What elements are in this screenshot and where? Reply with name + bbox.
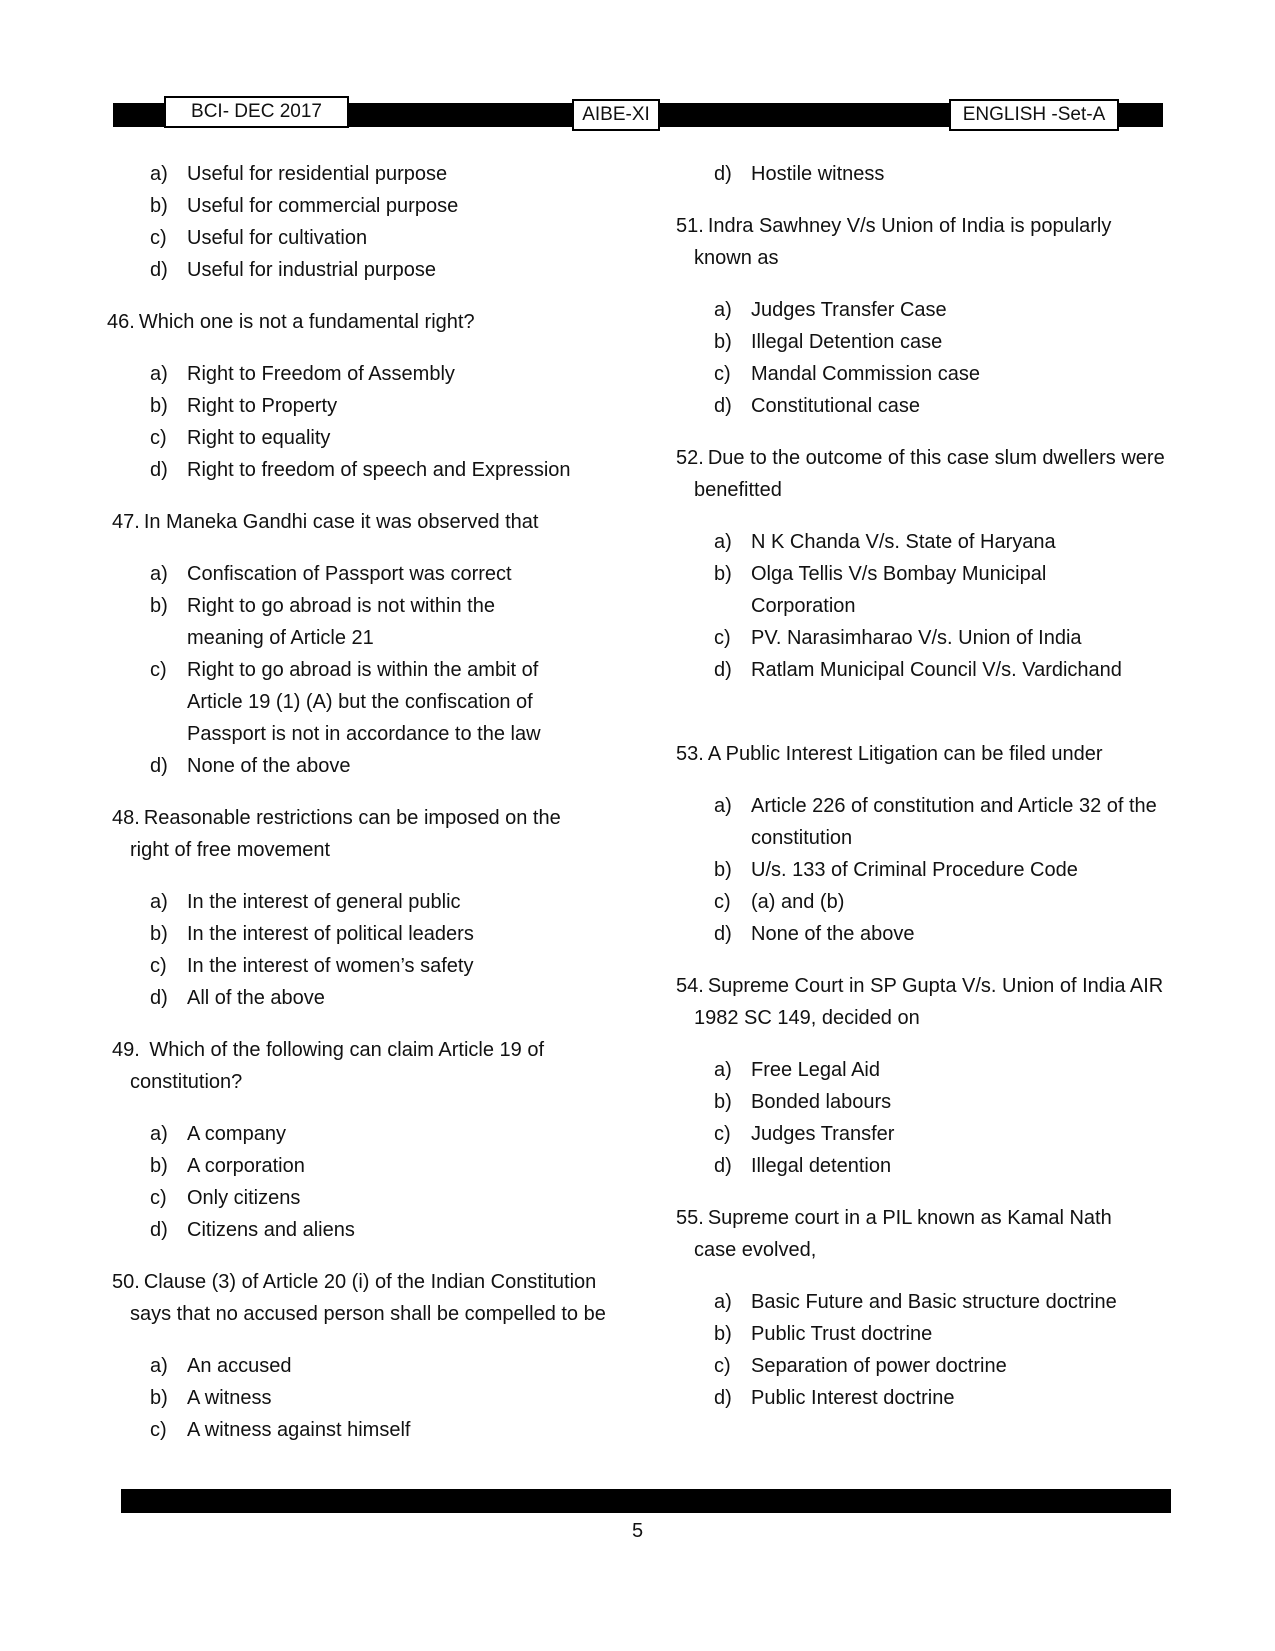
option-letter: c): [150, 427, 167, 449]
option-text: A witness: [187, 1387, 272, 1409]
option-text: In the interest of women’s safety: [187, 955, 474, 977]
option-d: [112, 1214, 612, 1246]
option-letter: b): [150, 595, 168, 617]
option-text: Judges Transfer Case: [751, 299, 947, 321]
option-a: [676, 790, 1161, 854]
option-text: Olga Tellis V/s Bombay Municipal Corporation: [751, 563, 1047, 617]
question-51: [676, 210, 1164, 274]
option-letter: b): [150, 1155, 168, 1177]
question-53: [676, 738, 1176, 770]
option-letter: a): [150, 1355, 168, 1377]
option-c: [676, 886, 1176, 918]
option-text: Right to freedom of speech and Expression: [187, 459, 571, 481]
option-c: [112, 222, 612, 254]
option-text: Right to Freedom of Assembly: [187, 363, 455, 385]
option-d: [112, 982, 612, 1014]
option-text: Citizens and aliens: [187, 1219, 355, 1241]
option-letter: d): [150, 459, 168, 481]
option-text: Public Trust doctrine: [751, 1323, 933, 1345]
option-b: [676, 558, 1111, 622]
option-letter: d): [714, 395, 732, 417]
option-letter: c): [714, 1123, 731, 1145]
carry-over-options: [112, 158, 612, 286]
question-46-options: [112, 358, 612, 486]
option-text: None of the above: [187, 755, 351, 777]
option-b: [676, 1086, 1176, 1118]
option-text: Public Interest doctrine: [751, 1387, 955, 1409]
question-text: Supreme court in a PIL known as Kamal Nath case evolved,: [694, 1207, 1112, 1261]
option-a: [112, 158, 612, 190]
option-c: [112, 422, 612, 454]
question-number: 52.: [676, 447, 704, 469]
option-letter: c): [150, 1187, 167, 1209]
question-47: [112, 506, 612, 538]
question-46: [107, 306, 612, 338]
question-52: [676, 442, 1174, 506]
question-number: 51.: [676, 215, 704, 237]
footer-bar: [121, 1489, 1171, 1513]
option-c: [676, 1118, 1176, 1150]
option-text: Constitutional case: [751, 395, 920, 417]
option-text: Useful for industrial purpose: [187, 259, 437, 281]
option-letter: b): [714, 563, 732, 585]
option-letter: b): [150, 1387, 168, 1409]
question-52-options: [676, 526, 1176, 686]
option-letter: d): [714, 163, 732, 185]
option-text: A company: [187, 1123, 286, 1145]
option-b: [676, 1318, 1176, 1350]
question-54-options: [676, 1054, 1176, 1182]
option-letter: d): [150, 755, 168, 777]
question-50-options: [112, 1350, 612, 1446]
option-text: Useful for residential purpose: [187, 163, 448, 185]
option-letter: b): [150, 195, 168, 217]
question-55: [676, 1202, 1144, 1266]
option-b: [112, 918, 612, 950]
option-text: Only citizens: [187, 1187, 301, 1209]
option-letter: d): [150, 259, 168, 281]
option-letter: a): [150, 1123, 168, 1145]
option-text: A witness against himself: [187, 1419, 411, 1441]
option-text: Illegal detention: [751, 1155, 892, 1177]
option-letter: d): [150, 987, 168, 1009]
option-c: [112, 1414, 612, 1446]
left-column: [107, 158, 612, 1446]
option-text: PV. Narasimharao V/s. Union of India: [751, 627, 1082, 649]
option-letter: a): [150, 891, 168, 913]
page-number: 5: [631, 1520, 644, 1542]
question-text: Which of the following can claim Article 19 of constitution?: [130, 1039, 544, 1093]
option-d: [676, 1150, 1176, 1182]
question-text: Reasonable restrictions can be imposed on the right of free movement: [130, 807, 561, 861]
option-letter: b): [714, 1091, 732, 1113]
option-a: [676, 294, 1176, 326]
option-text: An accused: [187, 1355, 292, 1377]
question-53-options: [676, 790, 1176, 950]
question-number: 48.: [112, 807, 140, 829]
header-set-label: ENGLISH -Set-A: [949, 99, 1119, 131]
question-47-options: [112, 558, 562, 782]
option-letter: d): [714, 1387, 732, 1409]
option-a: [112, 886, 612, 918]
option-letter: c): [150, 955, 167, 977]
option-letter: a): [150, 363, 168, 385]
option-letter: c): [150, 227, 167, 249]
option-text: Useful for cultivation: [187, 227, 368, 249]
question-number: 55.: [676, 1207, 704, 1229]
option-b: [112, 1382, 612, 1414]
question-number: 49.: [112, 1039, 140, 1061]
option-b: [112, 390, 612, 422]
question-number: 46.: [107, 311, 135, 333]
option-letter: b): [714, 331, 732, 353]
option-a: [112, 1350, 612, 1382]
option-text: Right to go abroad is not within the meaning of Article 21: [187, 595, 495, 649]
option-text: Separation of power doctrine: [751, 1355, 1007, 1377]
option-a: [676, 1286, 1176, 1318]
option-letter: c): [714, 627, 731, 649]
question-50: [112, 1266, 610, 1330]
carry-over-options: [676, 158, 1176, 190]
option-b: [676, 326, 1176, 358]
option-text: In the interest of general public: [187, 891, 461, 913]
option-text: Right to go abroad is within the ambit of Article 19 (1) (A) but the confiscation of Passport is not in accordance to the law: [187, 659, 541, 745]
question-49: [112, 1034, 590, 1098]
option-b: [112, 1150, 612, 1182]
option-letter: a): [714, 795, 732, 817]
question-51-options: [676, 294, 1176, 422]
question-55-options: [676, 1286, 1176, 1414]
option-c: [676, 358, 1176, 390]
question-number: 53.: [676, 743, 704, 765]
option-text: Illegal Detention case: [751, 331, 943, 353]
option-d: [112, 750, 562, 782]
option-letter: c): [150, 1419, 167, 1441]
option-d: [676, 390, 1176, 422]
option-letter: a): [714, 299, 732, 321]
option-text: Free Legal Aid: [751, 1059, 880, 1081]
option-d: [676, 158, 1176, 190]
header-exam-label: BCI- DEC 2017: [164, 96, 349, 128]
question-number: 50.: [112, 1271, 140, 1293]
option-text: N K Chanda V/s. State of Haryana: [751, 531, 1056, 553]
option-letter: c): [150, 659, 167, 681]
option-letter: c): [714, 1355, 731, 1377]
option-text: Confiscation of Passport was correct: [187, 563, 512, 585]
option-a: [676, 526, 1176, 558]
option-text: Ratlam Municipal Council V/s. Vardichand: [751, 659, 1122, 681]
option-c: [112, 950, 612, 982]
option-a: [112, 558, 562, 590]
option-a: [112, 1118, 612, 1150]
option-text: Basic Future and Basic structure doctrine: [751, 1291, 1117, 1313]
option-text: (a) and (b): [751, 891, 845, 913]
option-d: [112, 454, 612, 486]
option-letter: a): [714, 1291, 732, 1313]
option-c: [676, 622, 1176, 654]
option-text: Bonded labours: [751, 1091, 892, 1113]
question-48-options: [112, 886, 612, 1014]
option-text: U/s. 133 of Criminal Procedure Code: [751, 859, 1078, 881]
option-letter: d): [714, 659, 732, 681]
option-text: Mandal Commission case: [751, 363, 980, 385]
option-c: [112, 654, 567, 750]
header-exam-code: AIBE-XI: [572, 99, 660, 131]
option-text: Right to equality: [187, 427, 331, 449]
question-text: Indra Sawhney V/s Union of India is popularly known as: [694, 215, 1112, 269]
option-text: Right to Property: [187, 395, 338, 417]
option-text: In the interest of political leaders: [187, 923, 474, 945]
option-text: Hostile witness: [751, 163, 885, 185]
option-d: [676, 654, 1176, 686]
option-letter: d): [714, 1155, 732, 1177]
option-b: [676, 854, 1176, 886]
option-letter: b): [150, 395, 168, 417]
option-c: [112, 1182, 612, 1214]
question-text: In Maneka Gandhi case it was observed that: [143, 511, 539, 533]
option-letter: b): [714, 1323, 732, 1345]
option-letter: c): [714, 363, 731, 385]
option-letter: a): [714, 531, 732, 553]
question-text: Due to the outcome of this case slum dwellers were benefitted: [694, 447, 1165, 501]
option-text: Useful for commercial purpose: [187, 195, 459, 217]
option-letter: a): [150, 563, 168, 585]
option-letter: d): [714, 923, 732, 945]
question-48: [112, 802, 600, 866]
option-c: [676, 1350, 1176, 1382]
option-text: All of the above: [187, 987, 325, 1009]
right-column: [676, 158, 1176, 1414]
option-text: Article 226 of constitution and Article 32 of the constitution: [751, 795, 1157, 849]
option-b: [112, 590, 517, 654]
option-letter: a): [714, 1059, 732, 1081]
question-54: [676, 970, 1164, 1034]
option-text: None of the above: [751, 923, 915, 945]
option-letter: b): [150, 923, 168, 945]
option-letter: d): [150, 1219, 168, 1241]
question-text: Clause (3) of Article 20 (i) of the Indian Constitution says that no accused person shall be compelled to be: [130, 1271, 606, 1325]
question-text: A Public Interest Litigation can be filed under: [707, 743, 1103, 765]
option-a: [112, 358, 612, 390]
option-letter: a): [150, 163, 168, 185]
option-letter: b): [714, 859, 732, 881]
option-d: [676, 1382, 1176, 1414]
option-a: [676, 1054, 1176, 1086]
question-text: Which one is not a fundamental right?: [138, 311, 475, 333]
option-d: [112, 254, 612, 286]
question-49-options: [112, 1118, 612, 1246]
option-text: A corporation: [187, 1155, 305, 1177]
option-letter: c): [714, 891, 731, 913]
option-d: [676, 918, 1176, 950]
option-b: [112, 190, 612, 222]
option-text: Judges Transfer: [751, 1123, 895, 1145]
question-number: 54.: [676, 975, 704, 997]
question-text: Supreme Court in SP Gupta V/s. Union of India AIR 1982 SC 149, decided on: [694, 975, 1164, 1029]
question-number: 47.: [112, 511, 140, 533]
